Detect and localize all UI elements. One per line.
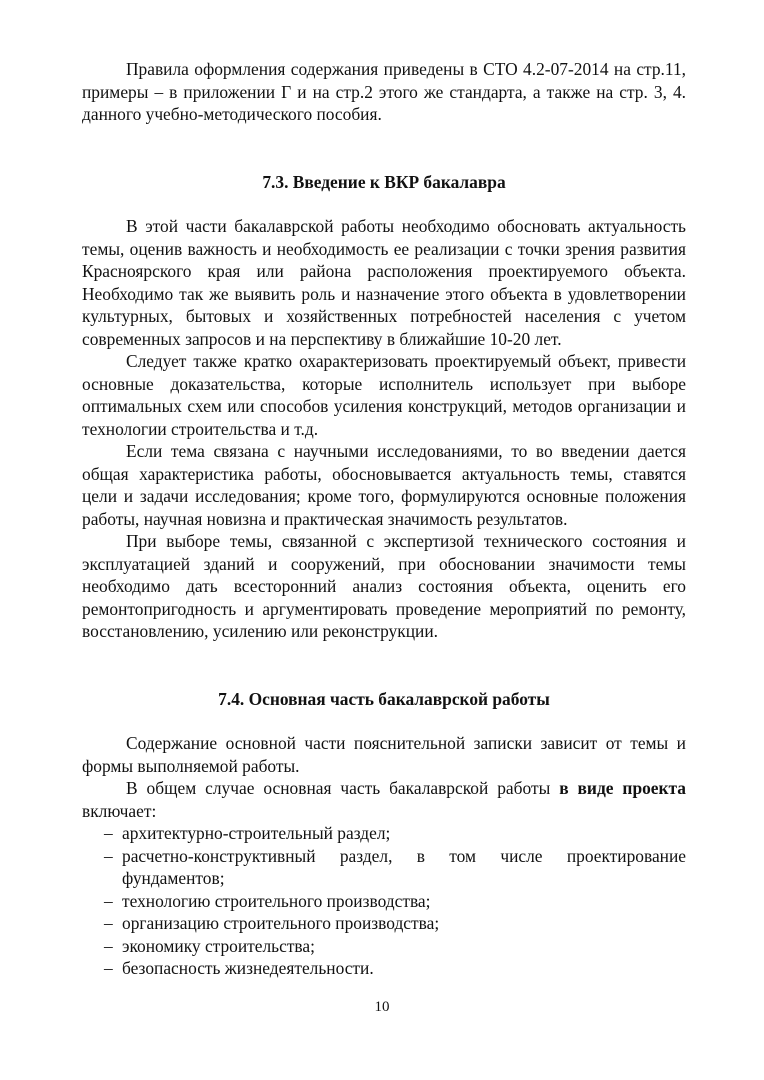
section-7-3-paragraph-1: В этой части бакалаврской работы необходимо обосновать актуальность темы, оценив важность и необходимость ее реализации с точки зрения развития Красноярского края или района расположения проектируемого объекта. Необходимо так же выявить роль и назначение этого объекта в удовлетворении культурных, бытовых и хозяйственных потребностей населения с учетом современных запросов и на перспективу в ближайшие 10-20 лет. [82,216,686,349]
list-item: – архитектурно-строительный раздел; [82,822,686,845]
list-dash: – [104,823,113,843]
intro-paragraph: Правила оформления содержания приведены в СТО 4.2-07-2014 на стр.11, примеры – в приложении Г и на стр.2 этого же стандарта, а также на стр. 3, 4. данного учебно-методического пособия. [82,59,686,124]
list-dash: – [104,845,113,866]
document-page [82,58,686,980]
section-7-3-heading: 7.3. Введение к ВКР бакалавра [262,171,506,192]
list-item: – технологию строительного производства; [82,890,686,913]
section-7-3-paragraph-4: При выборе темы, связанной с экспертизой технического состояния и эксплуатацией зданий и сооружений, при обосновании значимости темы необходимо дать всесторонний анализ состояния объекта, оценить его ремонтопригодность и аргументировать проведение мероприятий по ремонту, восстановлению, усилению или реконструкции. [82,531,686,641]
section-7-4-heading: 7.4. Основная часть бакалаврской работы [218,688,550,709]
list-dash: – [104,958,113,978]
list-dash: – [104,935,113,956]
list-item: – расчетно-конструктивный раздел, в том числе проектирование фундаментов; [82,845,686,890]
main-part-list [82,822,686,980]
section-7-4-paragraph-2 [82,777,686,822]
paragraph-2-end: включает: [82,800,157,821]
list-dash: – [104,890,113,911]
list-dash: – [104,913,113,933]
section-7-3-paragraph-3: Если тема связана с научными исследованиями, то во введении дается общая характеристика работы, обосновывается актуальность темы, ставятся цели и задачи исследования; кроме того, формулируются основные положения работы, научная новизна и практическая значимость результатов. [82,441,686,529]
list-item: – организацию строительного производства; [82,912,686,935]
paragraph-2-start: В общем случае основная часть бакалаврской работы [126,778,560,798]
page-number: 10 [374,999,390,1015]
list-item: – экономику строительства; [82,935,686,958]
section-7-4-paragraph-1: Содержание основной части пояснительной записки зависит от темы и формы выполняемой работы. [82,733,686,776]
paragraph-2-bold: в виде проекта [559,778,686,798]
section-7-3-paragraph-2: Следует также кратко охарактеризовать проектируемый объект, привести основные доказательства, которые исполнитель использует при выборе оптимальных схем или способов усиления конструкций, методов организации и технологии строительства и т.д. [82,351,686,439]
list-item: – безопасность жизнедеятельности. [82,957,686,980]
